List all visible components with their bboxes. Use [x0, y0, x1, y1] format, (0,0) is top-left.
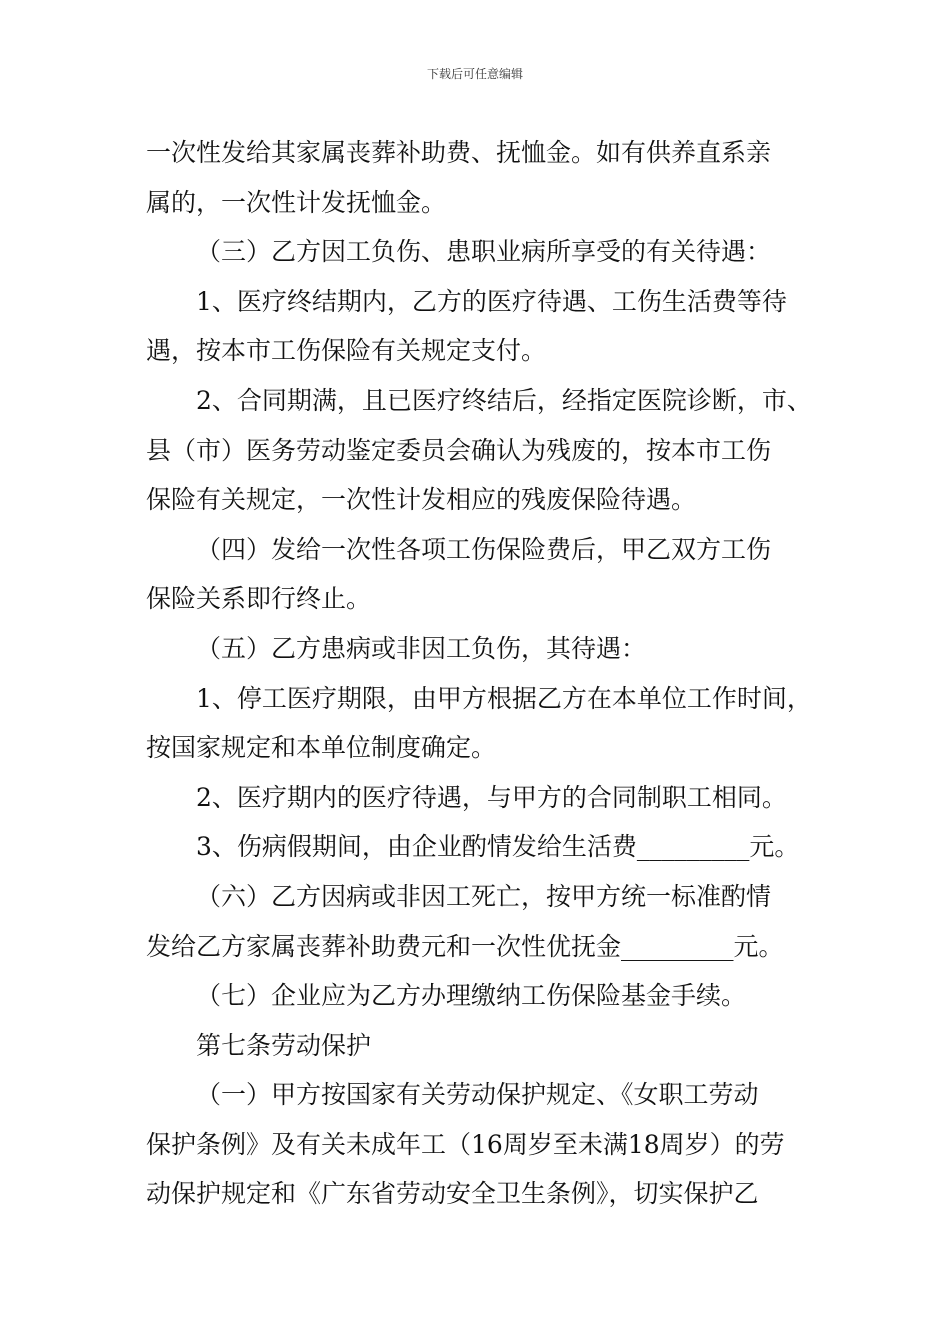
line: 保险有关规定，一次性计发相应的残废保险待遇。	[146, 485, 697, 515]
paragraph-sick-leave-period	[146, 674, 816, 773]
line: 2、合同期满，且已医疗终结后，经指定医院诊断，市、	[196, 385, 812, 415]
paragraph-funeral-subsidy	[146, 128, 816, 227]
line: 发给乙方家属丧葬补助费元和一次性优抚金_________元。	[146, 931, 784, 961]
article-heading-labor-protection	[146, 1021, 816, 1071]
line: 3、伤病假期间，由企业酌情发给生活费_________元。	[196, 832, 800, 862]
paragraph-contract-expiry	[146, 376, 816, 525]
paragraph-medical-period	[146, 277, 816, 376]
page-header-note: 下载后可任意编辑	[426, 67, 523, 81]
line: （五）乙方患病或非因工负伤，其待遇：	[196, 633, 647, 663]
line: 保险关系即行终止。	[146, 584, 372, 614]
line: 2、医疗期内的医疗待遇，与甲方的合同制职工相同。	[196, 782, 787, 812]
line: 按国家规定和本单位制度确定。	[146, 733, 497, 763]
line: 保护条例》及有关未成年工（16周岁至未满18周岁）的劳	[146, 1129, 785, 1159]
line: 1、医疗终结期内，乙方的医疗待遇、工伤生活费等待	[196, 286, 787, 316]
paragraph-living-allowance	[146, 822, 816, 872]
paragraph-insurance-procedures	[146, 971, 816, 1021]
paragraph-medical-treatment	[146, 773, 816, 823]
line: 一次性发给其家属丧葬补助费、抚恤金。如有供养直系亲	[146, 138, 772, 167]
document-body	[146, 128, 816, 1219]
line: 遇，按本市工伤保险有关规定支付。	[146, 336, 547, 366]
line: 第七条劳动保护	[196, 1030, 372, 1060]
paragraph-insurance-termination	[146, 525, 816, 624]
line: 县（市）医务劳动鉴定委员会确认为残废的，按本市工伤	[146, 435, 772, 465]
line: （一）甲方按国家有关劳动保护规定、《女职工劳动	[196, 1080, 759, 1110]
line: （六）乙方因病或非因工死亡，按甲方统一标准酌情	[196, 881, 772, 911]
line: （四）发给一次性各项工伤保险费后，甲乙双方工伤	[196, 534, 772, 564]
paragraph-labor-protection-rules	[146, 1070, 816, 1219]
line: （三）乙方因工负伤、患职业病所享受的有关待遇：	[196, 237, 772, 267]
line: 动保护规定和《广东省劳动安全卫生条例》，切实保护乙	[146, 1179, 759, 1209]
line: 1、停工医疗期限，由甲方根据乙方在本单位工作时间，	[196, 683, 812, 713]
paragraph-heading-injury-treatment	[146, 227, 816, 277]
paragraph-death-benefits	[146, 872, 816, 971]
paragraph-heading-illness	[146, 624, 816, 674]
line: 属的，一次性计发抚恤金。	[146, 187, 447, 217]
line: （七）企业应为乙方办理缴纳工伤保险基金手续。	[196, 981, 747, 1011]
